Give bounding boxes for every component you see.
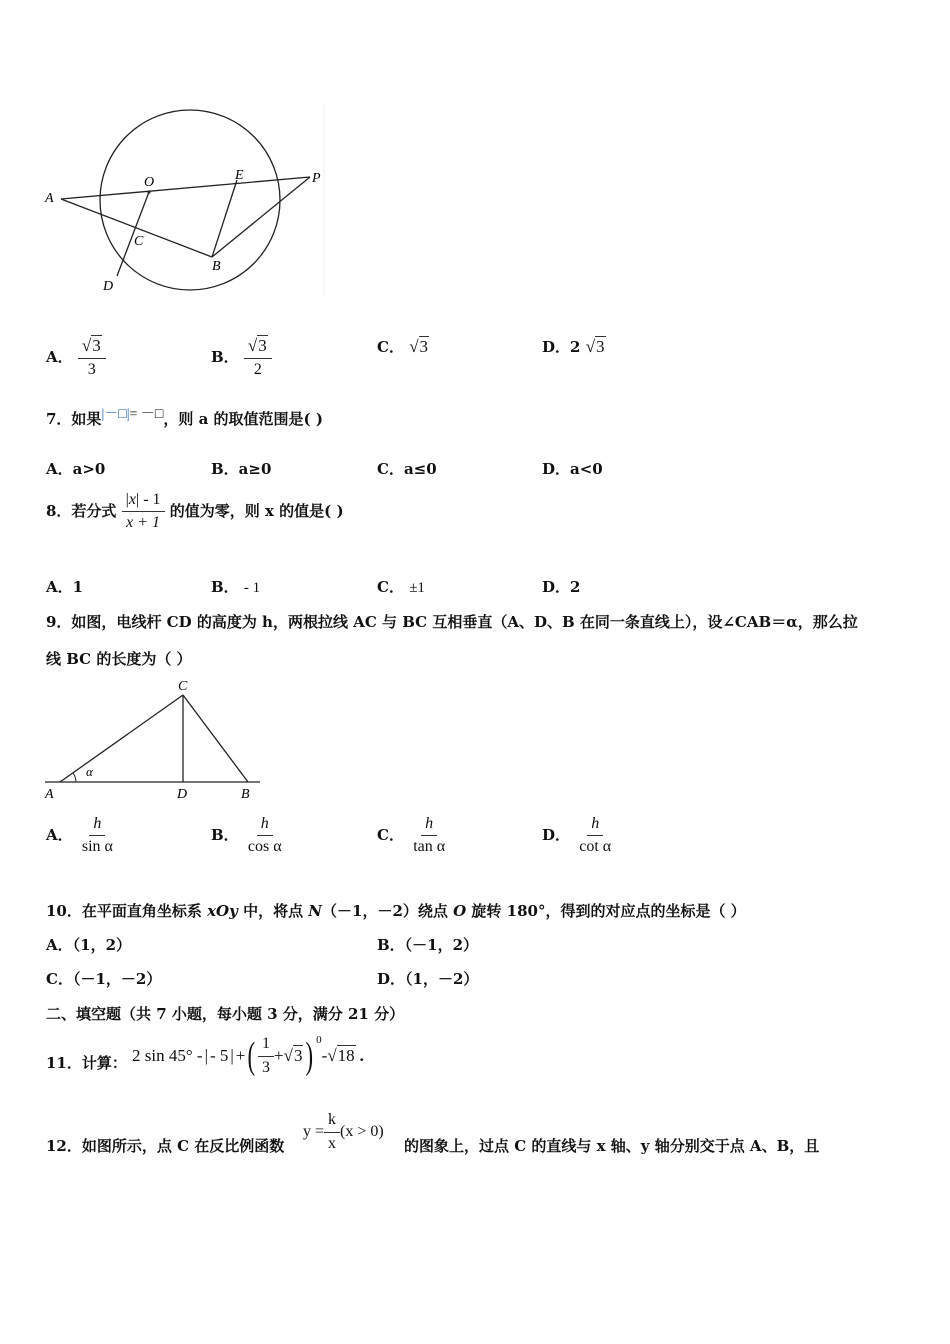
q7-option-d[interactable]: D．a<0 [542,460,603,478]
q9-option-b[interactable]: B． $\frac{h}{\text{cos α}}$ [211,815,286,857]
point-O [147,190,150,193]
q10-option-b[interactable]: B．（－1，2） [377,936,479,954]
label-D: D [177,787,188,802]
question-10: 10．在平面直角坐标系 xOy 中，将点 N（－1，－2）绕点 O 旋转 180°，得到的对应点的坐标是（ ） [46,902,746,920]
angle-arc [73,773,76,782]
line-CB [183,695,248,782]
q6-option-b[interactable]: B． $\frac{√3}{2}$ [211,336,272,380]
q9-option-c[interactable]: C． $\frac{h}{\text{tan α}}$ [377,815,449,857]
question-11-formula: 2 sin 45° - | - 5 | + ( $\frac{1}{3}$ + √3 ) 0 - √18 . [132,1034,364,1077]
fraction: $\frac{1}{3}$ [258,1035,274,1077]
q9-option-d[interactable]: D． $\frac{h}{\text{cot α}}$ [542,815,615,857]
q8-option-d[interactable]: D．2 [542,578,581,596]
fraction: $\frac{√3}{3}$ [78,336,106,380]
label-alpha: α [86,764,93,779]
formula-image: |－□| [101,407,130,422]
q7-option-c[interactable]: C．a≤0 [377,460,437,478]
label-P: P [312,171,321,186]
fraction: $\frac{k}{x}$ [324,1111,340,1153]
fraction: $\frac{√3}{2}$ [244,336,272,380]
question-8: 8．若分式 $\frac{|x| - 1}{x + 1}$ 的值为零，则 x 的值是( ) [46,491,344,532]
circle [100,110,280,290]
label-C: C [134,234,144,249]
line-EB [212,180,237,257]
fraction: $\frac{h}{\text{cot α}}$ [579,815,612,856]
question-12-prefix: 12．如图所示，点 C 在反比例函数 [46,1137,285,1155]
question-7: 7．如果|－□|= －□，则 a 的取值范围是( ) [46,407,323,428]
label-B: B [212,259,221,274]
question-9-line1: 9．如图，电线杆 CD 的高度为 h，两根拉线 AC 与 BC 互相垂直（A、D、B 在同一条直线上），设∠CAB＝α，那么拉 [46,613,858,631]
sqrt-sign: √ [409,337,419,356]
label-O: O [144,175,155,190]
fraction: $\frac{h}{\text{sin α}}$ [81,815,113,856]
q7-option-b[interactable]: B．a≥0 [211,460,272,478]
fraction: $\frac{|x| - 1}{x + 1}$ [122,491,165,533]
triangle-figure [40,676,270,804]
q7-option-a[interactable]: A．a>0 [46,460,106,478]
line-AC [60,695,183,782]
label-D: D [103,279,114,294]
q10-option-c[interactable]: C．（－1，－2） [46,970,162,988]
sqrt-sign: √ [81,336,92,355]
fraction: $\frac{h}{\text{cos α}}$ [247,815,282,856]
circle-figure [40,100,340,300]
label-C: C [178,679,188,694]
line-AP [61,177,310,199]
label-A: A [45,191,54,206]
question-9-line2: 线 BC 的长度为（ ） [46,650,192,668]
section-heading: 二、填空题（共 7 小题，每小题 3 分，满分 21 分） [46,1005,405,1023]
question-12-suffix: 的图象上，过点 C 的直线与 x 轴、y 轴分别交于点 A、B，且 [404,1137,820,1155]
question-11-label: 11．计算： [46,1054,127,1072]
sqrt-sign: √ [247,336,258,355]
question-12-formula: y = $\frac{k}{x}$ (x > 0) [303,1111,384,1152]
line-PB [212,177,310,257]
q10-option-a[interactable]: A．（1，2） [46,936,132,954]
label-B: B [241,787,250,802]
q8-option-a[interactable]: A．1 [46,578,84,596]
sqrt-sign: √ [585,337,596,356]
q10-option-d[interactable]: D．（1，－2） [377,970,479,988]
label-E: E [235,168,244,183]
label-A: A [45,787,54,802]
fraction: $\frac{h}{\text{tan α}}$ [413,815,446,856]
q6-option-a[interactable]: A． $\frac{√3}{3}$ [46,336,106,380]
q6-option-d[interactable]: D．2 √3 [542,337,605,356]
q8-option-c[interactable]: C． ±1 [377,578,425,596]
line-OD [117,192,149,276]
q9-option-a[interactable]: A． $\frac{h}{\text{sin α}}$ [46,815,117,857]
q6-option-c[interactable]: C． √3 [377,337,429,356]
q8-option-b[interactable]: B． - 1 [211,578,261,596]
